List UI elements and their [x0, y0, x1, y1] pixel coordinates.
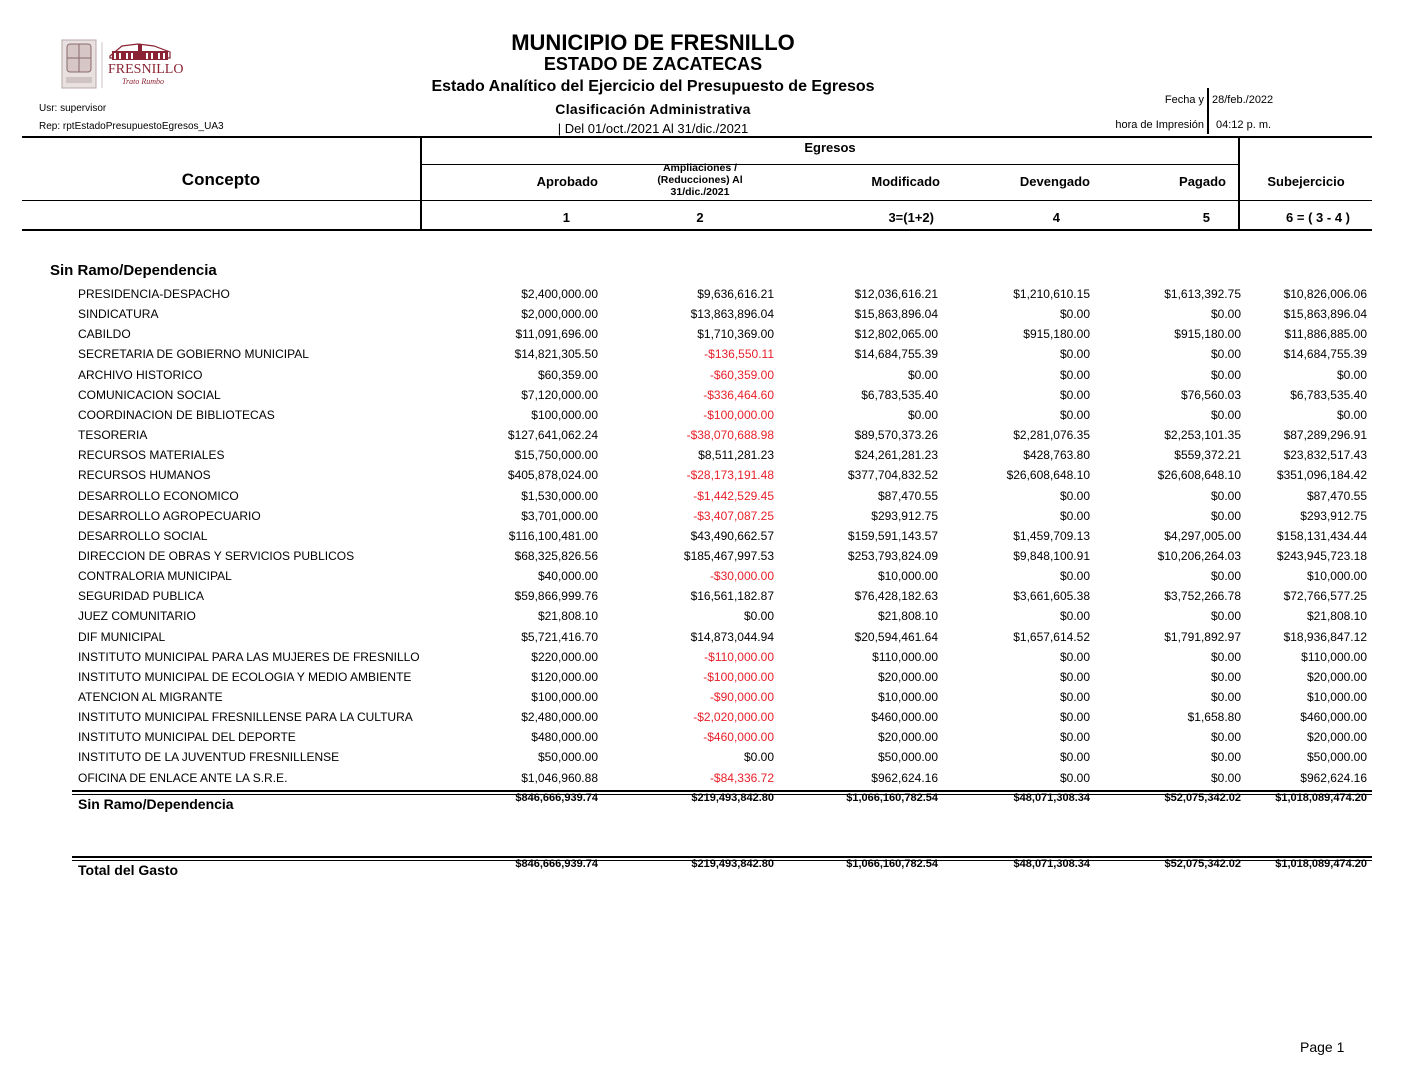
row-ampliaciones: $9,636,616.21 — [697, 287, 774, 301]
subtotal-label: Sin Ramo/Dependencia — [78, 796, 234, 812]
row-pagado: $10,206,264.03 — [1157, 548, 1241, 563]
col-aprobado: Aprobado — [536, 174, 598, 189]
page-title: MUNICIPIO DE FRESNILLO — [511, 30, 795, 55]
row-devengado: $26,608,648.10 — [1006, 468, 1090, 483]
row-ampliaciones: -$100,000.00 — [703, 407, 774, 422]
row-devengado: $0.00 — [1059, 347, 1090, 362]
row-modificado: $962,624.16 — [871, 770, 938, 785]
total-ampliaciones: $219,493,842.80 — [691, 858, 774, 870]
row-subejercicio: $20,000.00 — [1306, 730, 1367, 745]
row-devengado: $0.00 — [1059, 730, 1090, 745]
table-row — [0, 489, 1408, 509]
row-concept: COORDINACION DE BIBLIOTECAS — [78, 407, 275, 422]
row-devengado: $0.00 — [1059, 690, 1090, 704]
row-subejercicio: $21,808.10 — [1306, 609, 1367, 624]
row-pagado: $0.00 — [1210, 367, 1241, 382]
table-row — [0, 287, 1408, 307]
row-modificado: $6,783,535.40 — [861, 387, 938, 402]
row-modificado: $12,802,065.00 — [854, 327, 938, 342]
row-modificado: $50,000.00 — [877, 750, 938, 765]
row-pagado: $0.00 — [1210, 488, 1241, 503]
row-modificado: $21,808.10 — [877, 609, 938, 624]
table-row — [0, 388, 1408, 408]
col-ampliaciones-line2: (Reducciones) Al — [657, 174, 743, 186]
row-modificado: $24,261,281.23 — [854, 448, 938, 463]
row-concept: INSTITUTO MUNICIPAL FRESNILLENSE PARA LA CULTURA — [78, 710, 413, 725]
header-bottom-rule — [22, 229, 1372, 231]
logo-text: FRESNILLO — [108, 62, 184, 77]
row-modificado: $10,000.00 — [877, 569, 938, 584]
row-concept: DESARROLLO AGROPECUARIO — [78, 508, 261, 523]
row-ampliaciones: $16,561,182.87 — [690, 589, 774, 604]
row-ampliaciones: -$38,070,688.98 — [686, 428, 774, 443]
row-aprobado: $1,046,960.88 — [521, 770, 598, 785]
table-row — [0, 609, 1408, 629]
row-pagado: $0.00 — [1210, 569, 1241, 584]
row-ampliaciones: -$110,000.00 — [704, 649, 774, 664]
col-num-2: 2 — [696, 210, 704, 225]
row-subejercicio: $0.00 — [1336, 367, 1367, 382]
row-pagado: $0.00 — [1210, 690, 1241, 704]
row-ampliaciones: -$60,359.00 — [709, 367, 774, 382]
row-ampliaciones: -$28,173,191.48 — [686, 468, 774, 483]
time-label: hora de Impresión — [1115, 119, 1204, 131]
logo-tagline: Trato Rumbo — [122, 77, 165, 86]
total-pagado: $52,075,342.02 — [1164, 858, 1241, 870]
row-modificado: $15,863,896.04 — [854, 307, 938, 322]
row-aprobado: $15,750,000.00 — [514, 448, 598, 463]
row-concept: DESARROLLO SOCIAL — [78, 528, 208, 543]
report-period: | Del 01/oct./2021 Al 31/dic./2021 — [557, 121, 749, 136]
row-aprobado: $220,000.00 — [531, 649, 598, 664]
row-pagado: $0.00 — [1210, 609, 1241, 624]
row-pagado: $76,560.03 — [1180, 387, 1241, 402]
row-pagado: $1,791,892.97 — [1164, 629, 1241, 644]
row-subejercicio: $50,000.00 — [1306, 750, 1367, 765]
row-aprobado: $2,480,000.00 — [521, 710, 598, 725]
row-subejercicio: $110,000.00 — [1301, 649, 1367, 664]
row-subejercicio: $6,783,535.40 — [1290, 387, 1367, 402]
row-devengado: $428,763.80 — [1023, 448, 1090, 463]
table-row — [0, 368, 1408, 388]
row-pagado: $0.00 — [1210, 347, 1241, 362]
row-devengado: $0.00 — [1059, 649, 1090, 664]
row-aprobado: $100,000.00 — [531, 690, 598, 704]
row-aprobado: $3,701,000.00 — [521, 508, 598, 523]
row-subejercicio: $10,000.00 — [1306, 690, 1367, 704]
row-concept: INSTITUTO MUNICIPAL DE ECOLOGIA Y MEDIO AMBIENTE — [78, 669, 412, 684]
row-modificado: $110,000.00 — [872, 649, 938, 664]
row-concept: ATENCION AL MIGRANTE — [78, 690, 223, 704]
row-pagado: $0.00 — [1210, 307, 1241, 322]
row-aprobado: $116,100,481.00 — [508, 528, 598, 543]
row-aprobado: $40,000.00 — [537, 569, 598, 584]
col-pagado: Pagado — [1179, 174, 1226, 189]
row-aprobado: $127,641,062.24 — [507, 428, 598, 443]
row-subejercicio: $20,000.00 — [1306, 669, 1367, 684]
row-aprobado: $480,000.00 — [531, 730, 598, 745]
row-pagado: $0.00 — [1210, 730, 1241, 745]
row-ampliaciones: $43,490,662.57 — [690, 528, 774, 543]
table-row — [0, 307, 1408, 327]
subtotal-aprobado: $846,666,939.74 — [515, 792, 598, 804]
table-row — [0, 448, 1408, 468]
row-ampliaciones: -$90,000.00 — [709, 690, 774, 704]
row-ampliaciones: $13,863,896.04 — [690, 307, 774, 322]
row-modificado: $20,594,461.64 — [854, 629, 938, 644]
row-aprobado: $14,821,305.50 — [514, 347, 598, 362]
row-pagado: $915,180.00 — [1174, 327, 1241, 342]
table-row — [0, 750, 1408, 770]
row-devengado: $0.00 — [1059, 367, 1090, 382]
row-ampliaciones: -$30,000.00 — [709, 569, 774, 584]
row-ampliaciones: -$136,550.11 — [704, 347, 774, 362]
header-mid-rule — [22, 200, 1372, 201]
row-ampliaciones: $185,467,997.53 — [683, 548, 774, 563]
row-ampliaciones: -$3,407,087.25 — [693, 508, 774, 523]
row-subejercicio: $14,684,755.39 — [1283, 347, 1367, 362]
row-modificado: $293,912.75 — [871, 508, 938, 523]
table-row — [0, 710, 1408, 730]
row-pagado: $0.00 — [1210, 508, 1241, 523]
egresos-rule — [422, 164, 1238, 165]
page-number: Page 1 — [1300, 1039, 1345, 1055]
row-modificado: $0.00 — [907, 407, 938, 422]
row-concept: CABILDO — [78, 327, 131, 342]
date-divider — [1207, 88, 1209, 134]
table-row — [0, 468, 1408, 488]
row-concept: PRESIDENCIA-DESPACHO — [78, 287, 230, 301]
row-concept: ARCHIVO HISTORICO — [78, 367, 203, 382]
row-concept: COMUNICACION SOCIAL — [78, 387, 221, 402]
col-num-1: 1 — [562, 210, 570, 225]
table-row — [0, 549, 1408, 569]
row-ampliaciones: -$84,336.72 — [709, 770, 774, 785]
row-subejercicio: $23,832,517.43 — [1283, 448, 1367, 463]
row-devengado: $0.00 — [1059, 407, 1090, 422]
row-devengado: $2,281,076.35 — [1013, 428, 1090, 443]
col-ampliaciones-line1: Ampliaciones / — [662, 162, 738, 174]
col-ampliaciones-line3: 31/dic./2021 — [670, 186, 730, 198]
table-row — [0, 589, 1408, 609]
row-aprobado: $100,000.00 — [531, 407, 598, 422]
row-aprobado: $11,091,696.00 — [515, 327, 598, 342]
row-devengado: $0.00 — [1059, 307, 1090, 322]
table-row — [0, 690, 1408, 710]
col-num-5: 5 — [1202, 210, 1210, 225]
date-label: Fecha y — [1164, 94, 1204, 106]
row-pagado: $26,608,648.10 — [1157, 468, 1241, 483]
row-aprobado: $21,808.10 — [537, 609, 598, 624]
row-aprobado: $405,878,024.00 — [507, 468, 598, 483]
col-subejercicio: Subejercicio — [1267, 174, 1345, 189]
row-subejercicio: $72,766,577.25 — [1283, 589, 1367, 604]
row-modificado: $159,591,143.57 — [847, 528, 938, 543]
row-subejercicio: $87,289,296.91 — [1283, 428, 1367, 443]
row-ampliaciones: -$336,464.60 — [703, 387, 774, 402]
row-modificado: $10,000.00 — [877, 690, 938, 704]
row-pagado: $0.00 — [1210, 407, 1241, 422]
row-concept: SINDICATURA — [78, 307, 159, 322]
row-subejercicio: $158,131,434.44 — [1276, 528, 1367, 543]
row-ampliaciones: -$1,442,529.45 — [693, 488, 774, 503]
row-aprobado: $5,721,416.70 — [521, 629, 598, 644]
col-num-6: 6 = ( 3 - 4 ) — [1286, 210, 1350, 225]
row-aprobado: $2,400,000.00 — [521, 287, 598, 301]
row-ampliaciones: -$100,000.00 — [703, 669, 774, 684]
row-devengado: $0.00 — [1059, 508, 1090, 523]
row-subejercicio: $18,936,847.12 — [1283, 629, 1367, 644]
col-num-4: 4 — [1052, 210, 1060, 225]
row-devengado: $0.00 — [1059, 387, 1090, 402]
row-pagado: $4,297,005.00 — [1164, 528, 1241, 543]
row-subejercicio: $351,096,184.42 — [1276, 468, 1367, 483]
row-devengado: $1,657,614.52 — [1013, 629, 1090, 644]
row-modificado: $20,000.00 — [877, 730, 938, 745]
state-title: ESTADO DE ZACATECAS — [543, 54, 763, 74]
subtotal-subejercicio: $1,018,089,474.20 — [1275, 792, 1367, 804]
row-ampliaciones: $14,873,044.94 — [690, 629, 774, 644]
total-devengado: $48,071,308.34 — [1013, 858, 1090, 870]
subtotal-modificado: $1,066,160,782.54 — [846, 792, 938, 804]
print-date: 28/feb./2022 — [1212, 94, 1274, 106]
row-modificado: $377,704,832.52 — [847, 468, 938, 483]
table-row — [0, 428, 1408, 448]
row-concept: INSTITUTO MUNICIPAL PARA LAS MUJERES DE FRESNILLO — [78, 649, 420, 664]
row-pagado: $0.00 — [1210, 649, 1241, 664]
row-pagado: $559,372.21 — [1174, 448, 1241, 463]
row-pagado: $2,253,101.35 — [1164, 428, 1241, 443]
row-concept: OFICINA DE ENLACE ANTE LA S.R.E. — [78, 770, 288, 785]
row-subejercicio: $10,826,006.06 — [1283, 287, 1367, 301]
row-subejercicio: $15,863,896.04 — [1283, 307, 1367, 322]
table-row — [0, 408, 1408, 428]
col-devengado: Devengado — [1019, 174, 1090, 189]
row-ampliaciones: -$2,020,000.00 — [693, 710, 774, 725]
row-ampliaciones: $0.00 — [743, 750, 774, 765]
row-devengado: $0.00 — [1059, 710, 1090, 725]
total-subejercicio: $1,018,089,474.20 — [1275, 858, 1367, 870]
row-ampliaciones: $0.00 — [743, 609, 774, 624]
row-aprobado: $68,325,826.56 — [514, 548, 598, 563]
row-modificado: $14,684,755.39 — [854, 347, 938, 362]
table-row — [0, 670, 1408, 690]
row-subejercicio: $962,624.16 — [1300, 770, 1367, 785]
row-aprobado: $1,530,000.00 — [521, 488, 598, 503]
row-concept: DIF MUNICIPAL — [78, 629, 166, 644]
row-aprobado: $7,120,000.00 — [521, 387, 598, 402]
row-modificado: $0.00 — [907, 367, 938, 382]
row-devengado: $1,459,709.13 — [1013, 528, 1090, 543]
row-aprobado: $120,000.00 — [531, 669, 598, 684]
row-modificado: $89,570,373.26 — [854, 428, 938, 443]
row-modificado: $76,428,182.63 — [854, 589, 938, 604]
row-modificado: $460,000.00 — [871, 710, 938, 725]
row-ampliaciones: $1,710,369.00 — [697, 327, 774, 342]
row-ampliaciones: $8,511,281.23 — [698, 448, 774, 463]
table-row — [0, 630, 1408, 650]
row-concept: SECRETARIA DE GOBIERNO MUNICIPAL — [78, 347, 309, 362]
row-ampliaciones: -$460,000.00 — [703, 730, 774, 745]
report-id-label: Rep: rptEstadoPresupuestoEgresos_UA3 — [39, 121, 224, 132]
row-subejercicio: $460,000.00 — [1300, 710, 1367, 725]
row-pagado: $0.00 — [1210, 770, 1241, 785]
row-devengado: $0.00 — [1059, 609, 1090, 624]
row-modificado: $12,036,616.21 — [854, 287, 938, 301]
row-concept: RECURSOS MATERIALES — [78, 448, 225, 463]
row-concept: RECURSOS HUMANOS — [78, 468, 211, 483]
row-subejercicio: $293,912.75 — [1300, 508, 1367, 523]
row-pagado: $0.00 — [1210, 750, 1241, 765]
row-modificado: $253,793,824.09 — [847, 548, 938, 563]
table-row — [0, 730, 1408, 750]
row-subejercicio: $11,886,885.00 — [1284, 327, 1367, 342]
row-subejercicio: $243,945,723.18 — [1276, 548, 1367, 563]
col-concepto: Concepto — [181, 170, 261, 189]
row-subejercicio: $0.00 — [1336, 407, 1367, 422]
row-concept: SEGURIDAD PUBLICA — [78, 589, 205, 604]
row-devengado: $0.00 — [1059, 488, 1090, 503]
section-heading: Sin Ramo/Dependencia — [50, 262, 217, 279]
col-modificado: Modificado — [871, 174, 940, 189]
report-title: Estado Analítico del Ejercicio del Presupuesto de Egresos — [431, 78, 875, 95]
row-modificado: $20,000.00 — [877, 669, 938, 684]
row-subejercicio: $87,470.55 — [1306, 488, 1367, 503]
row-aprobado: $2,000,000.00 — [521, 307, 598, 322]
row-aprobado: $60,359.00 — [537, 367, 598, 382]
row-devengado: $0.00 — [1059, 770, 1090, 785]
total-label: Total del Gasto — [78, 862, 179, 878]
row-concept: INSTITUTO MUNICIPAL DEL DEPORTE — [78, 730, 296, 745]
row-pagado: $1,658.80 — [1187, 710, 1241, 725]
classification-title: Clasificación Administrativa — [555, 101, 751, 117]
row-devengado: $9,848,100.91 — [1013, 548, 1090, 563]
table-row — [0, 327, 1408, 347]
table-row — [0, 569, 1408, 589]
row-concept: CONTRALORIA MUNICIPAL — [78, 569, 232, 584]
total-aprobado: $846,666,939.74 — [515, 858, 598, 870]
row-pagado: $0.00 — [1210, 669, 1241, 684]
table-row — [0, 650, 1408, 670]
row-devengado: $0.00 — [1059, 750, 1090, 765]
col-group-egresos: Egresos — [804, 140, 856, 155]
row-concept: JUEZ COMUNITARIO — [78, 609, 196, 624]
table-row — [0, 529, 1408, 549]
subtotal-pagado: $52,075,342.02 — [1164, 792, 1241, 804]
row-modificado: $87,470.55 — [877, 488, 938, 503]
col-num-3: 3=(1+2) — [888, 210, 934, 225]
total-modificado: $1,066,160,782.54 — [846, 858, 938, 870]
row-aprobado: $50,000.00 — [537, 750, 598, 765]
subtotal-devengado: $48,071,308.34 — [1013, 792, 1090, 804]
row-subejercicio: $10,000.00 — [1306, 569, 1367, 584]
table-row — [0, 509, 1408, 529]
row-devengado: $0.00 — [1059, 669, 1090, 684]
subtotal-ampliaciones: $219,493,842.80 — [691, 792, 774, 804]
row-concept: DIRECCION DE OBRAS Y SERVICIOS PUBLICOS — [78, 548, 355, 563]
row-concept: DESARROLLO ECONOMICO — [78, 488, 239, 503]
row-concept: INSTITUTO DE LA JUVENTUD FRESNILLENSE — [78, 750, 340, 765]
row-devengado: $915,180.00 — [1023, 327, 1090, 342]
row-concept: TESORERIA — [78, 428, 148, 443]
header-top-rule — [22, 136, 1372, 138]
table-row — [0, 771, 1408, 791]
row-pagado: $1,613,392.75 — [1164, 287, 1241, 301]
table-row — [0, 347, 1408, 367]
print-time: 04:12 p. m. — [1216, 119, 1272, 131]
row-devengado: $1,210,610.15 — [1013, 287, 1090, 301]
row-devengado: $0.00 — [1059, 569, 1090, 584]
row-devengado: $3,661,605.38 — [1013, 589, 1090, 604]
col-ampliaciones — [620, 162, 780, 198]
row-pagado: $3,752,266.78 — [1164, 589, 1241, 604]
user-label: Usr: supervisor — [39, 103, 107, 114]
row-aprobado: $59,866,999.76 — [514, 589, 598, 604]
